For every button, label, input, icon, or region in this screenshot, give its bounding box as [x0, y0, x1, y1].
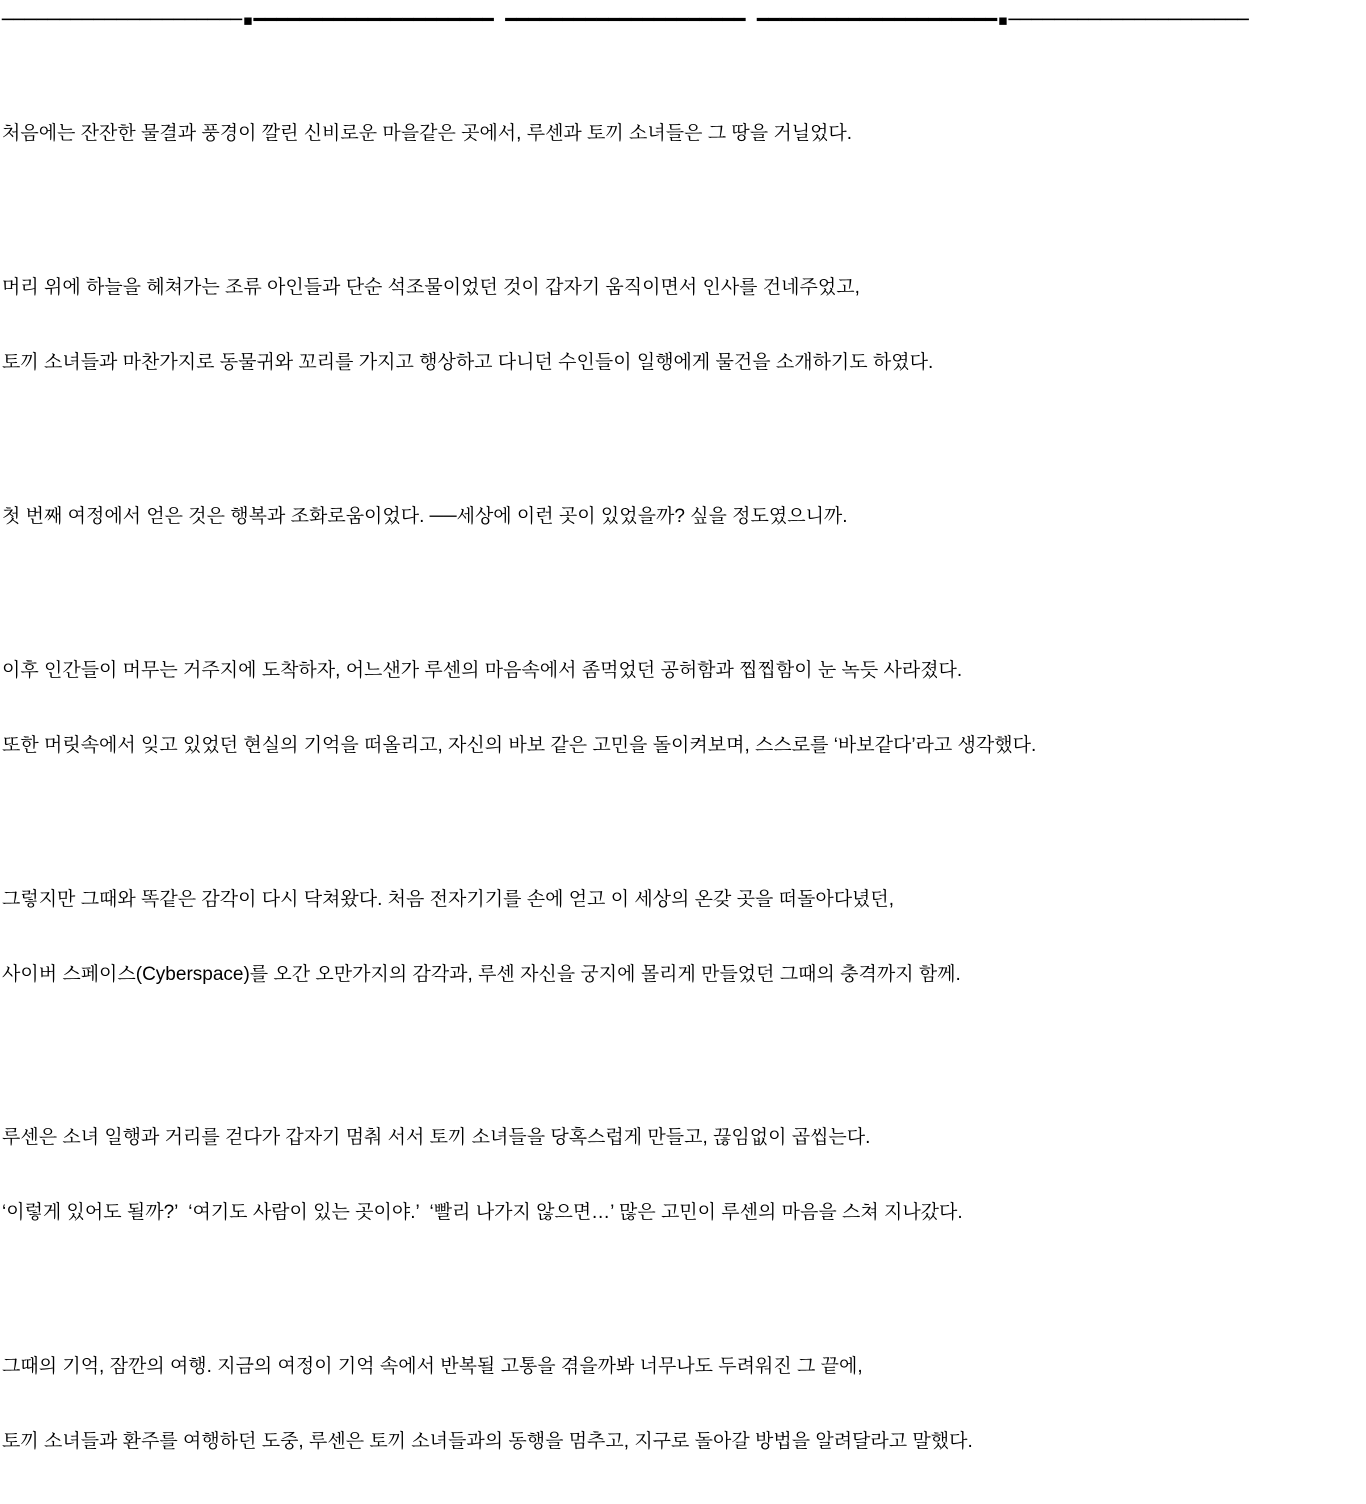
text-line: 첫 번째 여정에서 얻은 것은 행복과 조화로움이었다. ──세상에 이런 곳이 있었을까? 싶을 정도였으니까. [2, 506, 848, 527]
text-line: 이후 인간들이 머무는 거주지에 도착하자, 어느샌가 루센의 마음속에서 좀먹었던 공허함과 찝찝함이 눈 녹듯 사라졌다. [2, 660, 963, 681]
text-line: 처음에는 잔잔한 물결과 풍경이 깔린 신비로운 마을같은 곳에서, 루센과 토끼 소녀들은 그 땅을 거닐었다. [2, 123, 853, 144]
text-line: ‘이렇게 있어도 될까?’ ‘여기도 사람이 있는 곳이야.’ ‘빨리 나가지 않으면…’ 많은 고민이 루센의 마음을 스쳐 지나갔다. [2, 1202, 963, 1223]
text-line: 토끼 소녀들과 마찬가지로 동물귀와 꼬리를 가지고 행상하고 다니던 수인들이 일행에게 물건을 소개하기도 하였다. [2, 352, 934, 373]
paragraph [2, 1304, 1366, 1504]
scene-separator: ─────────────────────▪━━━━━━━━━━━━━━━━━━━━━ ━━━━━━━━━━━━━━━━━━━━━ ━━━━━━━━━━━━━━━━━━━━━▪───────────────────── [2, 9, 1249, 31]
paragraph [2, 71, 1366, 196]
text-line: 또한 머릿속에서 잊고 있었던 현실의 기억을 떠올리고, 자신의 바보 같은 고민을 돌이켜보며, 스스로를 ‘바보같다’라고 생각했다. [2, 735, 1037, 756]
paragraph [2, 454, 1366, 579]
text-line: 토끼 소녀들과 환주를 여행하던 도중, 루센은 토끼 소녀들과의 동행을 멈추고, 지구로 돌아갈 방법을 알려달라고 말했다. [2, 1431, 973, 1452]
text-line: 머리 위에 하늘을 헤쳐가는 조류 아인들과 단순 석조물이었던 것이 갑자기 움직이면서 인사를 건네주었고, [2, 277, 860, 298]
text-line: 사이버 스페이스(Cyberspace)를 오간 오만가지의 감각과, 루센 자신을 궁지에 몰리게 만들었던 그때의 충격까지 함께. [2, 964, 961, 985]
text-line: 그때의 기억, 잠깐의 여행. 지금의 여정이 기억 속에서 반복될 고통을 겪을까봐 너무나도 두려워진 그 끝에, [2, 1356, 863, 1377]
paragraph [2, 837, 1366, 1037]
text-line: 그렇지만 그때와 똑같은 감각이 다시 닥쳐왔다. 처음 전자기기를 손에 얻고 이 세상의 온갖 곳을 떠돌아다녔던, [2, 889, 895, 910]
paragraph [2, 225, 1366, 425]
paragraph [2, 608, 1366, 808]
paragraph [2, 1075, 1366, 1275]
text-line: 루센은 소녀 일행과 거리를 걷다가 갑자기 멈춰 서서 토끼 소녀들을 당혹스럽게 만들고, 끊임없이 곱씹는다. [2, 1127, 871, 1148]
